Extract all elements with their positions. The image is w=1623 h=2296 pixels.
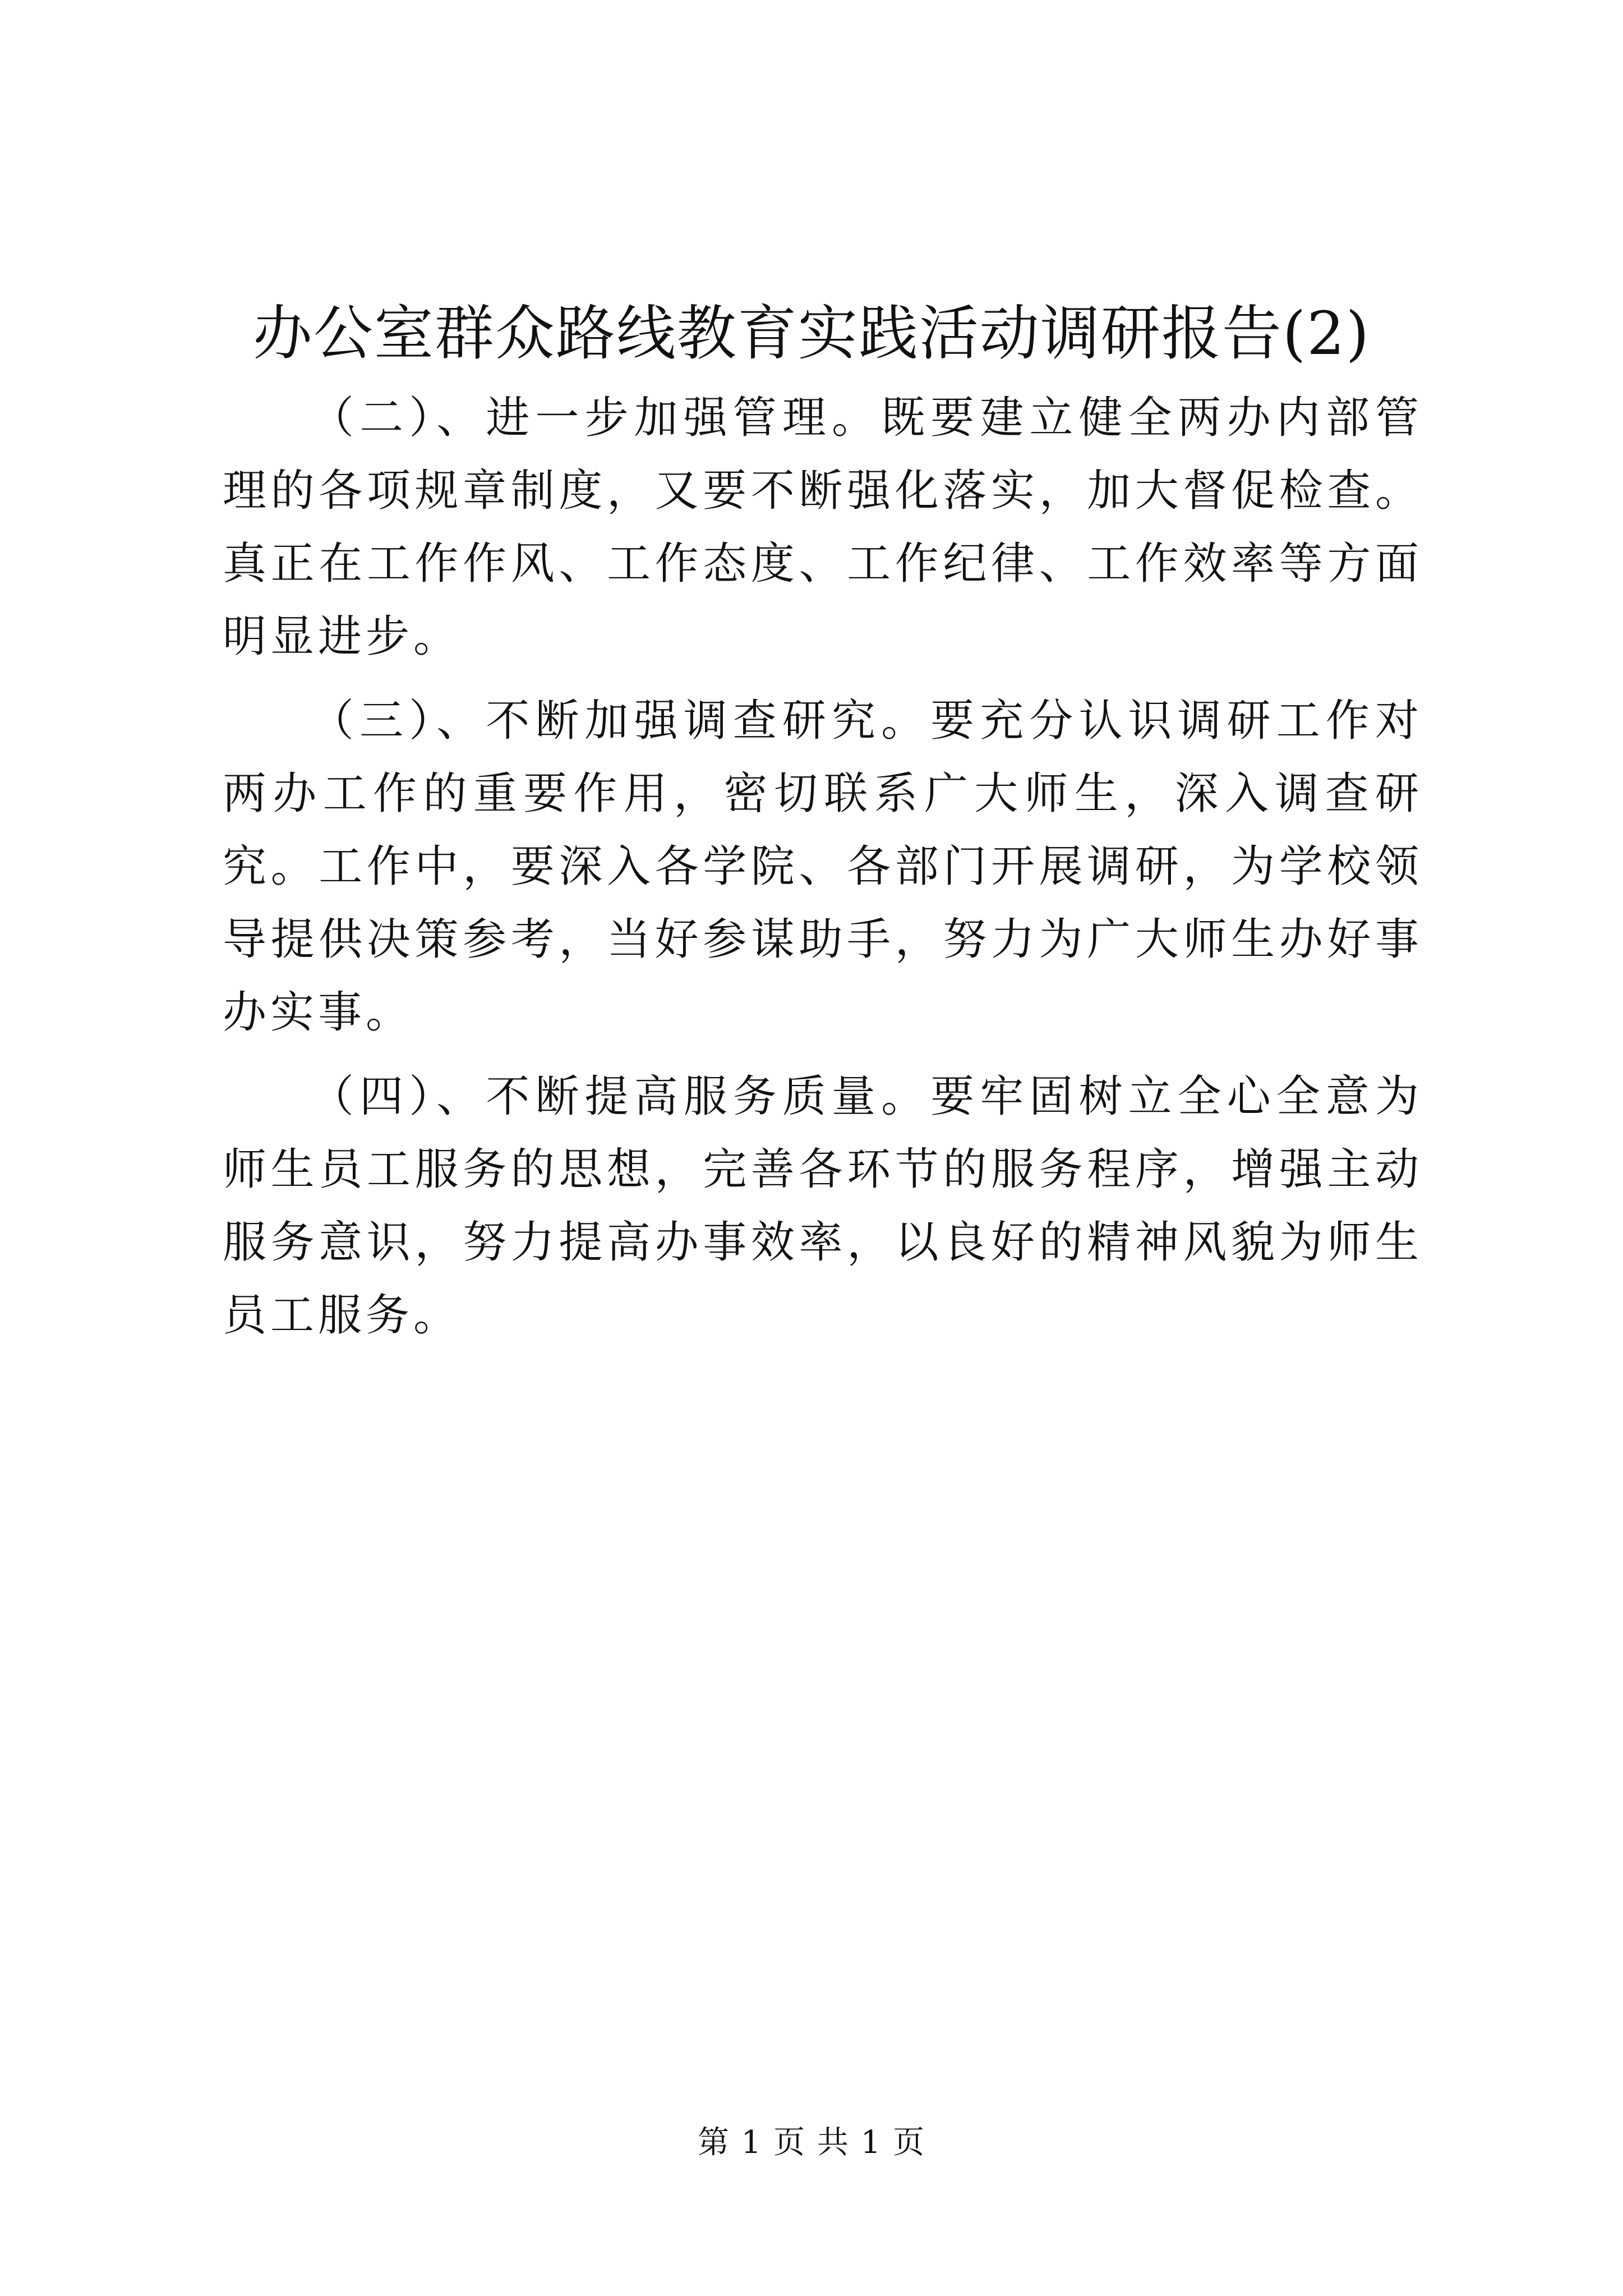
paragraph-strengthen-management: （二）、进一步加强管理。既要建立健全两办内部管理的各项规章制度，又要不断强化落实，加大督促检查。真正在工作作风、工作态度、工作纪律、工作效率等方面明显进步。	[223, 393, 1423, 662]
page-number-footer: 第 1 页 共 1 页	[697, 2124, 926, 2161]
paragraph-service-quality: （四）、不断提高服务质量。要牢固树立全心全意为师生员工服务的思想，完善各环节的服务程序，增强主动服务意识，努力提高办事效率，以良好的精神风貌为师生员工服务。	[223, 1071, 1423, 1341]
document-body	[223, 381, 1423, 1363]
paragraph-research: （三）、不断加强调查研究。要充分认识调研工作对两办工作的重要作用，密切联系广大师生，深入调查研究。工作中，要深入各学院、各部门开展调研，为学校领导提供决策参考，当好参谋助手，努力为广大师生办好事办实事。	[223, 696, 1423, 1038]
document-title: 办公室群众路线教育实践活动调研报告(2)	[252, 299, 1371, 368]
